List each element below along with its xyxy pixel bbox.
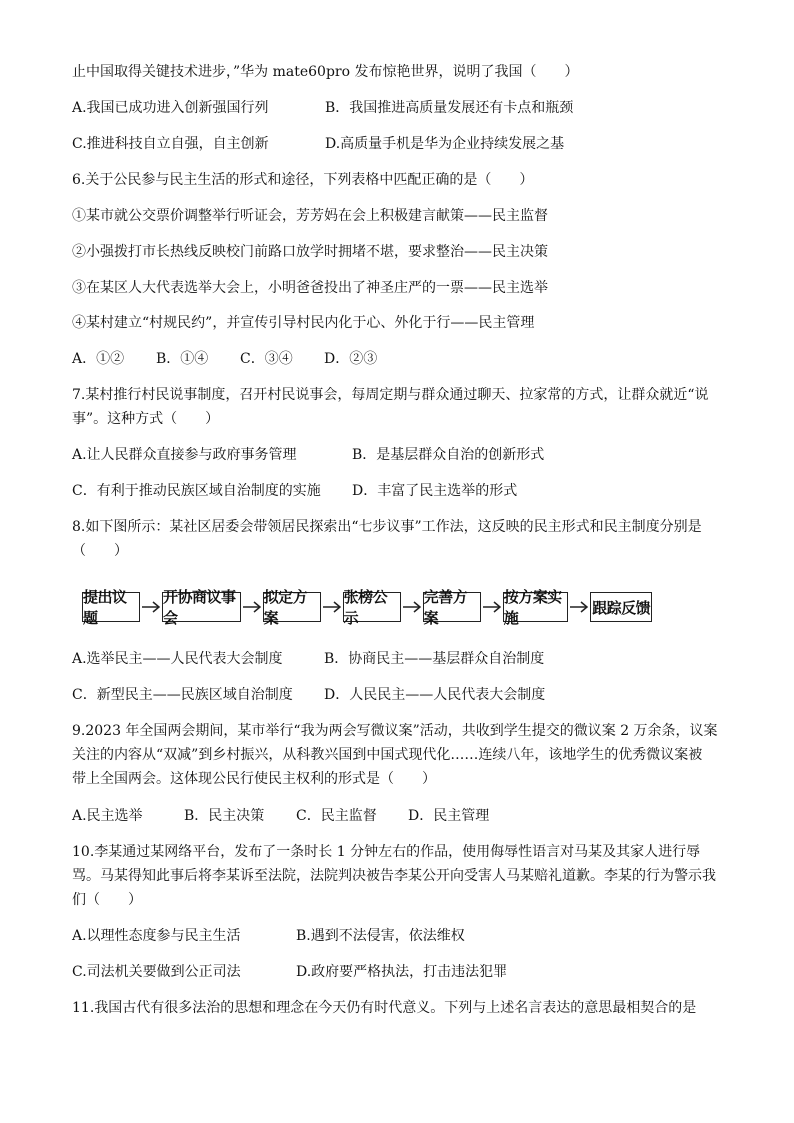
q7-option-d[interactable]: D．丰富了民主选举的形式 [352, 483, 518, 499]
flow-step-7: 跟踪反馈 [590, 592, 652, 622]
q5-stem: 止中国取得关键技术进步，”华为 mate60pro 发布惊艳世界，说明了我国（ ） [72, 64, 579, 80]
q8-option-b[interactable]: B．协商民主——基层群众自治制度 [324, 651, 545, 667]
q7-stem-line1: 7.某村推行村民说事制度，召开村民说事会，每周定期与群众通过聊天、拉家常的方式，让群众就近“说 [72, 387, 709, 403]
q9-stem-line2: 关注的内容从“双减”到乡村振兴，从科教兴国到中国式现代化……连续八年，该地学生的优秀微议案被 [72, 747, 703, 763]
q6-option-d[interactable]: D．②③ [324, 351, 378, 367]
q9-option-a[interactable]: A.民主选举 [72, 808, 143, 824]
arrow-right-icon [568, 592, 590, 622]
q6-item-3: ③在某区人大代表选举大会上，小明爸爸投出了神圣庄严的一票——民主选举 [72, 280, 548, 296]
flow-step-3: 拟定方案 [263, 592, 321, 622]
flow-step-6: 按方案实施 [503, 592, 569, 622]
q9-stem-line1: 9.2023 年全国两会期间，某市举行“我为两会写微议案”活动，共收到学生提交的微议案 2 万余条，议案 [72, 723, 718, 739]
q7-option-b[interactable]: B．是基层群众自治的创新形式 [352, 447, 545, 463]
q5-option-d[interactable]: D.高质量手机是华为企业持续发展之基 [325, 136, 565, 152]
q7-option-a[interactable]: A.让人民群众直接参与政府事务管理 [72, 447, 297, 463]
q10-stem-line2: 骂。马某得知此事后将李某诉至法院，法院判决被告李某公开向受害人马某赔礼道歉。李某的行为警示我 [72, 868, 716, 884]
q10-stem-line1: 10.李某通过某网络平台，发布了一条时长 1 分钟左右的作品，使用侮辱性语言对马某及其家人进行辱 [72, 844, 701, 860]
q9-stem-line3: 带上全国两会。这体现公民行使民主权利的形式是（ ） [72, 771, 436, 787]
arrow-right-icon [481, 592, 503, 622]
arrow-right-icon [241, 592, 263, 622]
q6-item-1: ①某市就公交票价调整举行听证会，芳芳妈在会上积极建言献策——民主监督 [72, 208, 548, 224]
q6-item-2: ②小强拨打市长热线反映校门前路口放学时拥堵不堪，要求整治——民主决策 [72, 244, 548, 260]
q6-option-c[interactable]: C．③④ [240, 351, 293, 367]
q7-option-c[interactable]: C．有利于推动民族区域自治制度的实施 [72, 483, 321, 499]
q6-option-a[interactable]: A．①② [72, 351, 125, 367]
q10-option-a[interactable]: A.以理性态度参与民主生活 [72, 928, 241, 944]
q9-option-b[interactable]: B．民主决策 [184, 808, 265, 824]
q5-option-a[interactable]: A.我国已成功进入创新强国行列 [72, 100, 269, 116]
q10-option-d[interactable]: D.政府要严格执法，打击违法犯罪 [296, 964, 508, 980]
arrow-right-icon [140, 592, 162, 622]
q8-stem-line2: （ ） [72, 543, 128, 559]
q9-option-c[interactable]: C．民主监督 [296, 808, 377, 824]
q6-option-b[interactable]: B．①④ [156, 351, 209, 367]
q8-stem-line1: 8.如下图所示：某社区居委会带领居民探索出“七步议事”工作法，这反映的民主形式和民主制度分别是 [72, 519, 702, 535]
flow-step-5: 完善方案 [423, 592, 481, 622]
q10-option-b[interactable]: B.遇到不法侵害，依法维权 [296, 928, 465, 944]
flow-step-2: 开协商议事会 [162, 592, 241, 622]
q8-option-c[interactable]: C．新型民主——民族区域自治制度 [72, 687, 293, 703]
seven-step-flowchart [82, 589, 652, 625]
q8-option-d[interactable]: D．人民民主——人民代表大会制度 [324, 687, 546, 703]
q6-item-4: ④某村建立“村规民约”，并宣传引导村民内化于心、外化于行——民主管理 [72, 315, 535, 331]
q10-stem-line3: 们（ ） [72, 892, 142, 908]
q11-stem-line1: 11.我国古代有很多法治的思想和理念在今天仍有时代意义。下列与上述名言表达的意思最相契合的是 [72, 1000, 697, 1016]
flow-step-4: 张榜公示 [343, 592, 401, 622]
q9-option-d[interactable]: D．民主管理 [408, 808, 490, 824]
arrow-right-icon [401, 592, 423, 622]
arrow-right-icon [321, 592, 343, 622]
q5-option-b[interactable]: B．我国推进高质量发展还有卡点和瓶颈 [325, 100, 574, 116]
q6-stem: 6.关于公民参与民主生活的形式和途径，下列表格中匹配正确的是（ ） [72, 172, 534, 188]
flow-step-1: 提出议题 [82, 592, 140, 622]
q8-option-a[interactable]: A.选举民主——人民代表大会制度 [72, 651, 283, 667]
q10-option-c[interactable]: C.司法机关要做到公正司法 [72, 964, 241, 980]
q5-option-c[interactable]: C.推进科技自立自强，自主创新 [72, 136, 269, 152]
q7-stem-line2: 事”。这种方式（ ） [72, 411, 220, 427]
